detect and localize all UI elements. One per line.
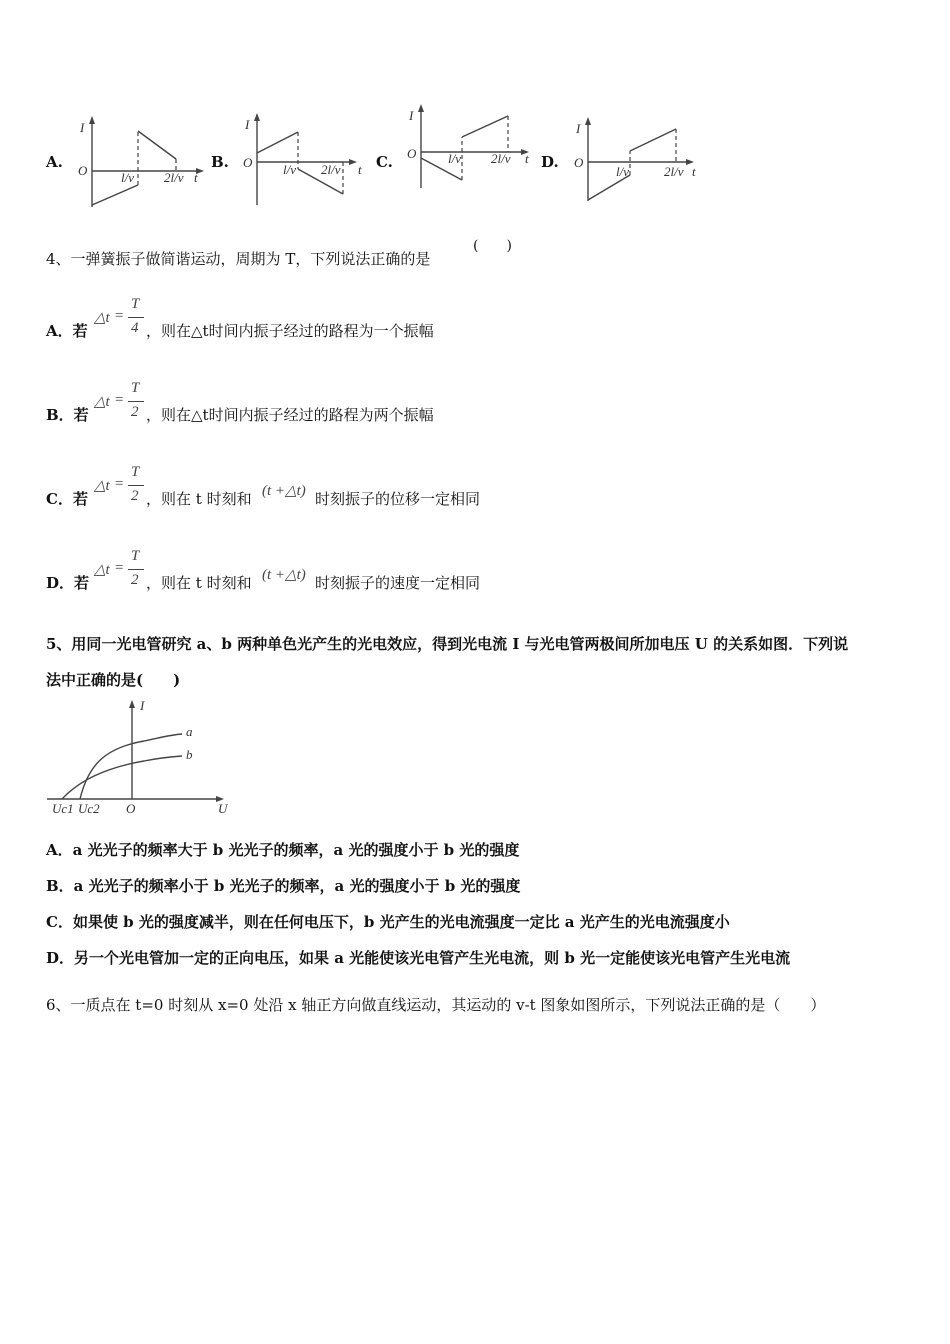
q3-graph-c: [405, 100, 545, 195]
q5-stem-line2: 法中正确的是( ): [46, 671, 181, 689]
q4-answer-paren: ( ): [473, 238, 512, 254]
t-plus-delta-t: (t +△t): [262, 483, 306, 499]
svg-text:2l/v: 2l/v: [664, 164, 684, 179]
equals: =: [114, 308, 125, 324]
fraction-bar: [128, 317, 144, 318]
fraction-bar: [128, 485, 144, 486]
option-text: ，则在△t时间内振子经过的路程为两个振幅: [146, 406, 434, 424]
svg-text:a: a: [186, 724, 193, 739]
fraction-numerator: T: [131, 296, 140, 312]
svg-text:O: O: [407, 146, 417, 161]
svg-text:t: t: [525, 151, 529, 166]
q3-graph-d: [572, 113, 702, 208]
fraction-denominator: 2: [131, 488, 139, 504]
t-plus-delta-t: (t +△t): [262, 567, 306, 583]
fraction-bar: [128, 401, 144, 402]
option-label: C．若: [46, 490, 88, 508]
svg-text:l/v: l/v: [121, 170, 134, 185]
svg-text:Uc2: Uc2: [78, 801, 100, 816]
svg-text:I: I: [80, 120, 85, 135]
svg-text:O: O: [243, 155, 253, 170]
q3-graph-b: [243, 107, 373, 207]
svg-text:2l/v: 2l/v: [164, 170, 184, 185]
q6-stem: 6、一质点在 t=0 时刻从 x=0 处沿 x 轴正方向做直线运动，其运动的 v-t 图象如图所示，下列说法正确的是（ ）: [46, 996, 826, 1014]
svg-text:O: O: [574, 155, 584, 170]
q5-option-d[interactable]: D．另一个光电管加一定的正向电压，如果 a 光能使该光电管产生光电流，则 b 光一定能使该光电管产生光电流: [46, 949, 791, 967]
curve-a: [80, 734, 182, 799]
fraction-numerator: T: [131, 464, 140, 480]
svg-text:I: I: [409, 108, 414, 123]
option-label: D．若: [46, 574, 90, 592]
svg-text:b: b: [186, 747, 193, 762]
fraction-denominator: 2: [131, 404, 139, 420]
svg-text:l/v: l/v: [616, 164, 629, 179]
option-label: B．若: [46, 406, 89, 424]
svg-text:l/v: l/v: [283, 162, 296, 177]
q3-graph-a: [76, 112, 206, 212]
svg-text:2l/v: 2l/v: [321, 162, 341, 177]
option-text: ，则在△t时间内振子经过的路程为一个振幅: [146, 322, 434, 340]
svg-text:t: t: [358, 162, 362, 177]
delta-t: △t: [94, 478, 110, 494]
q5-option-b[interactable]: B．a 光光子的频率小于 b 光光子的频率，a 光的强度小于 b 光的强度: [46, 877, 521, 895]
svg-text:O: O: [126, 801, 136, 816]
fraction-bar: [128, 569, 144, 570]
svg-text:I: I: [245, 117, 250, 132]
option-text: 时刻振子的速度一定相同: [315, 574, 481, 592]
equals: =: [114, 392, 125, 408]
fraction-numerator: T: [131, 548, 140, 564]
option-text: ，则在 t 时刻和: [146, 490, 252, 508]
fraction-denominator: 4: [131, 320, 139, 336]
svg-text:l/v: l/v: [448, 151, 461, 166]
delta-t: △t: [94, 562, 110, 578]
option-text: 时刻振子的位移一定相同: [315, 490, 481, 508]
option-text: ，则在 t 时刻和: [146, 574, 252, 592]
q5-stem-line1: 5、用同一光电管研究 a、b 两种单色光产生的光电效应，得到光电流 I 与光电管两极间所加电压 U 的关系如图．下列说: [46, 635, 849, 653]
q4-stem: 4、一弹簧振子做简谐运动，周期为 T，下列说法正确的是: [46, 250, 431, 268]
delta-t: △t: [94, 310, 110, 326]
q3-option-c-label: C.: [376, 153, 393, 171]
option-label: A．若: [46, 322, 88, 340]
equals: =: [114, 560, 125, 576]
q3-option-a-label: A.: [46, 153, 63, 171]
equals: =: [114, 476, 125, 492]
svg-text:I: I: [140, 698, 145, 713]
q3-option-b-label: B.: [211, 153, 229, 171]
svg-text:2l/v: 2l/v: [491, 151, 511, 166]
svg-text:I: I: [576, 121, 581, 136]
q5-option-c[interactable]: C．如果使 b 光的强度减半，则在任何电压下，b 光产生的光电流强度一定比 a 光产生的光电流强度小: [46, 913, 730, 931]
svg-text:U: U: [218, 801, 228, 816]
q5-option-a[interactable]: A．a 光光子的频率大于 b 光光子的频率，a 光的强度小于 b 光的强度: [46, 841, 520, 859]
delta-t: △t: [94, 394, 110, 410]
q5-iu-graph: [44, 696, 239, 818]
curve-b: [62, 756, 182, 799]
svg-text:O: O: [78, 163, 88, 178]
q3-option-d-label: D.: [541, 153, 559, 171]
fraction-denominator: 2: [131, 572, 139, 588]
svg-text:Uc1: Uc1: [52, 801, 74, 816]
fraction-numerator: T: [131, 380, 140, 396]
svg-text:t: t: [692, 164, 696, 179]
svg-text:t: t: [194, 170, 198, 185]
